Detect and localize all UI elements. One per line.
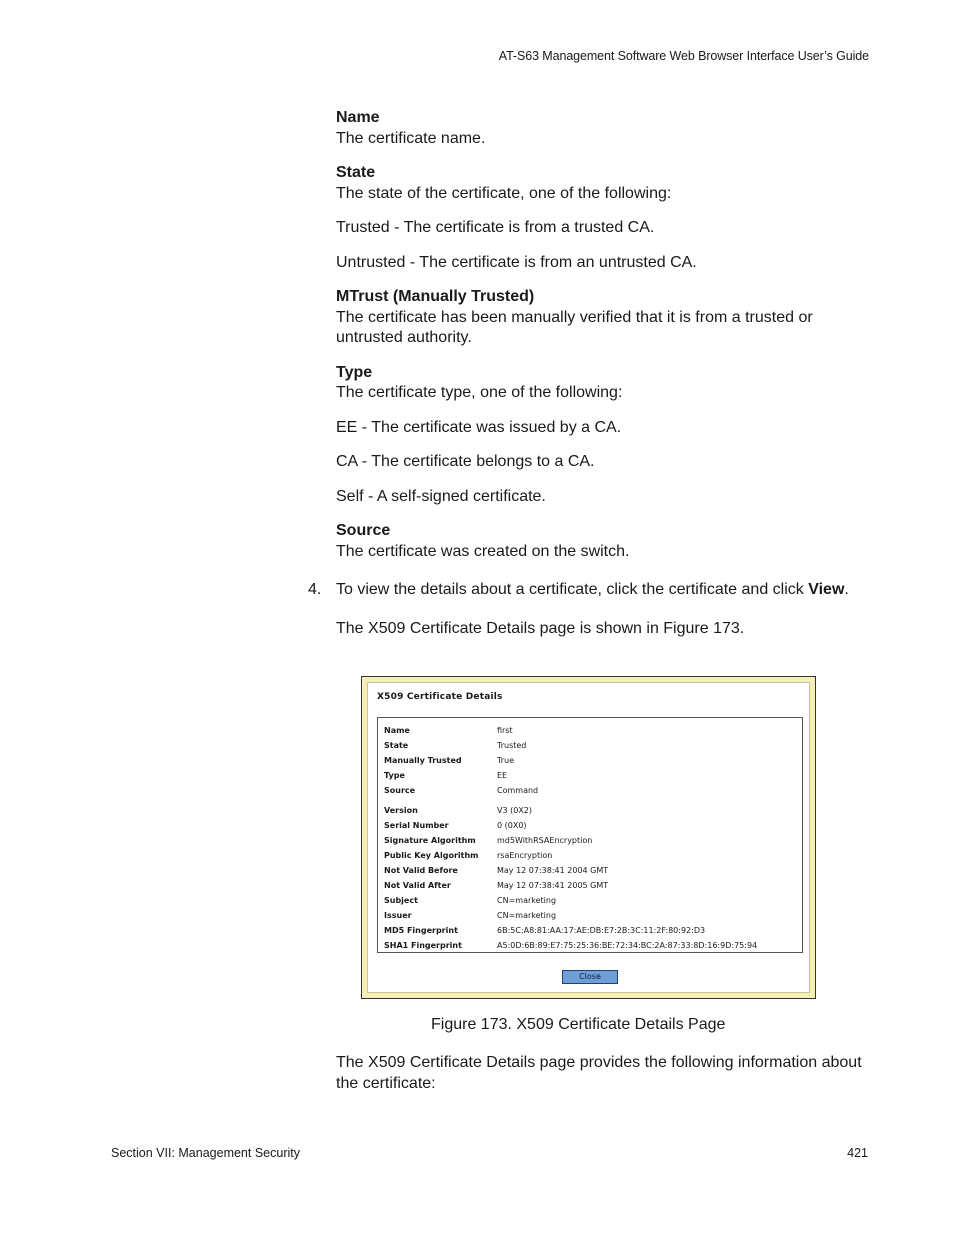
detail-value: EE: [497, 771, 508, 780]
step-text-before: To view the details about a certificate, click the certificate and click: [336, 581, 809, 598]
closing-paragraph: The X509 Certificate Details page provides the following information about the certificate:: [336, 1054, 862, 1092]
details-table: [377, 717, 803, 953]
type-ee: EE - The certificate was issued by a CA.: [336, 418, 622, 436]
detail-label: Serial Number: [384, 821, 449, 830]
detail-value: first: [497, 726, 513, 735]
desc-type: The certificate type, one of the following:: [336, 384, 623, 401]
detail-label: MD5 Fingerprint: [384, 926, 458, 935]
desc-state: The state of the certificate, one of the following:: [336, 184, 672, 202]
detail-label: Name: [384, 726, 410, 735]
figure-caption: Figure 173. X509 Certificate Details Page: [431, 1016, 726, 1033]
entry-state: [336, 163, 876, 273]
detail-label: Not Valid After: [384, 881, 451, 890]
step-4: [308, 580, 876, 639]
state-trusted: Trusted - The certificate is from a trusted CA.: [336, 219, 655, 236]
detail-value: md5WithRSAEncryption: [497, 836, 593, 845]
detail-value: V3 (0X2): [497, 806, 533, 815]
figure-panel: [367, 682, 810, 993]
detail-label: Source: [384, 786, 416, 795]
detail-label: Not Valid Before: [384, 866, 458, 875]
step-followup: The X509 Certificate Details page is shown in Figure 173.: [336, 619, 745, 637]
step-text-after: .: [844, 581, 849, 598]
type-ca: CA - The certificate belongs to a CA.: [336, 453, 595, 470]
entry-type: [336, 363, 876, 508]
desc-source: The certificate was created on the switch.: [336, 542, 630, 560]
term-type: Type: [336, 363, 373, 381]
detail-label: SHA1 Fingerprint: [384, 941, 462, 950]
desc-name: The certificate name.: [336, 129, 486, 147]
detail-label: Subject: [384, 896, 418, 905]
step-text: [336, 580, 876, 601]
detail-value: True: [497, 756, 514, 765]
main-content: [308, 108, 876, 639]
state-untrusted: Untrusted - The certificate is from an untrusted CA.: [336, 253, 697, 271]
detail-value: 6B:5C:A8:81:AA:17:AE:DB:E7:2B:3C:11:2F:80:92:D3: [497, 926, 706, 935]
detail-value: Trusted: [497, 741, 527, 750]
figure-title: X509 Certificate Details: [377, 692, 503, 702]
close-button[interactable]: Close: [562, 970, 618, 984]
detail-value: Command: [497, 786, 539, 795]
entry-source: [336, 521, 876, 562]
figure-screenshot: [361, 676, 816, 999]
detail-label: Issuer: [384, 911, 412, 920]
detail-value: May 12 07:38:41 2004 GMT: [497, 866, 609, 875]
detail-label: Manually Trusted: [384, 756, 462, 765]
detail-value: 0 (0X0): [497, 821, 527, 830]
page-number: 421: [847, 1146, 868, 1160]
term-mtrust: MTrust (Manually Trusted): [336, 288, 535, 305]
running-header: AT-S63 Management Software Web Browser Interface User’s Guide: [498, 49, 869, 63]
detail-value: rsaEncryption: [497, 851, 553, 860]
detail-label: Signature Algorithm: [384, 836, 476, 845]
detail-value: May 12 07:38:41 2005 GMT: [497, 881, 609, 890]
term-name: Name: [336, 109, 380, 126]
step-bold-view: View: [808, 581, 845, 598]
detail-label: Version: [384, 806, 418, 815]
step-number: 4.: [308, 581, 322, 598]
entry-name: [336, 108, 876, 149]
type-self: Self - A self-signed certificate.: [336, 487, 546, 505]
detail-label: Type: [384, 771, 405, 780]
desc-mtrust: The certificate has been manually verified that it is from a trusted or untrusted authority.: [336, 308, 813, 346]
detail-label: Public Key Algorithm: [384, 851, 479, 860]
footer-section: Section VII: Management Security: [111, 1146, 300, 1160]
entry-mtrust: [336, 287, 876, 349]
term-state: State: [336, 164, 376, 181]
term-source: Source: [336, 522, 391, 539]
detail-label: State: [384, 741, 409, 750]
detail-value: A5:0D:6B:89:E7:75:25:36:BE:72:34:BC:2A:87:33:8D:16:9D:75:94: [497, 941, 758, 950]
detail-value: CN=marketing: [497, 911, 557, 920]
detail-value: CN=marketing: [497, 896, 557, 905]
